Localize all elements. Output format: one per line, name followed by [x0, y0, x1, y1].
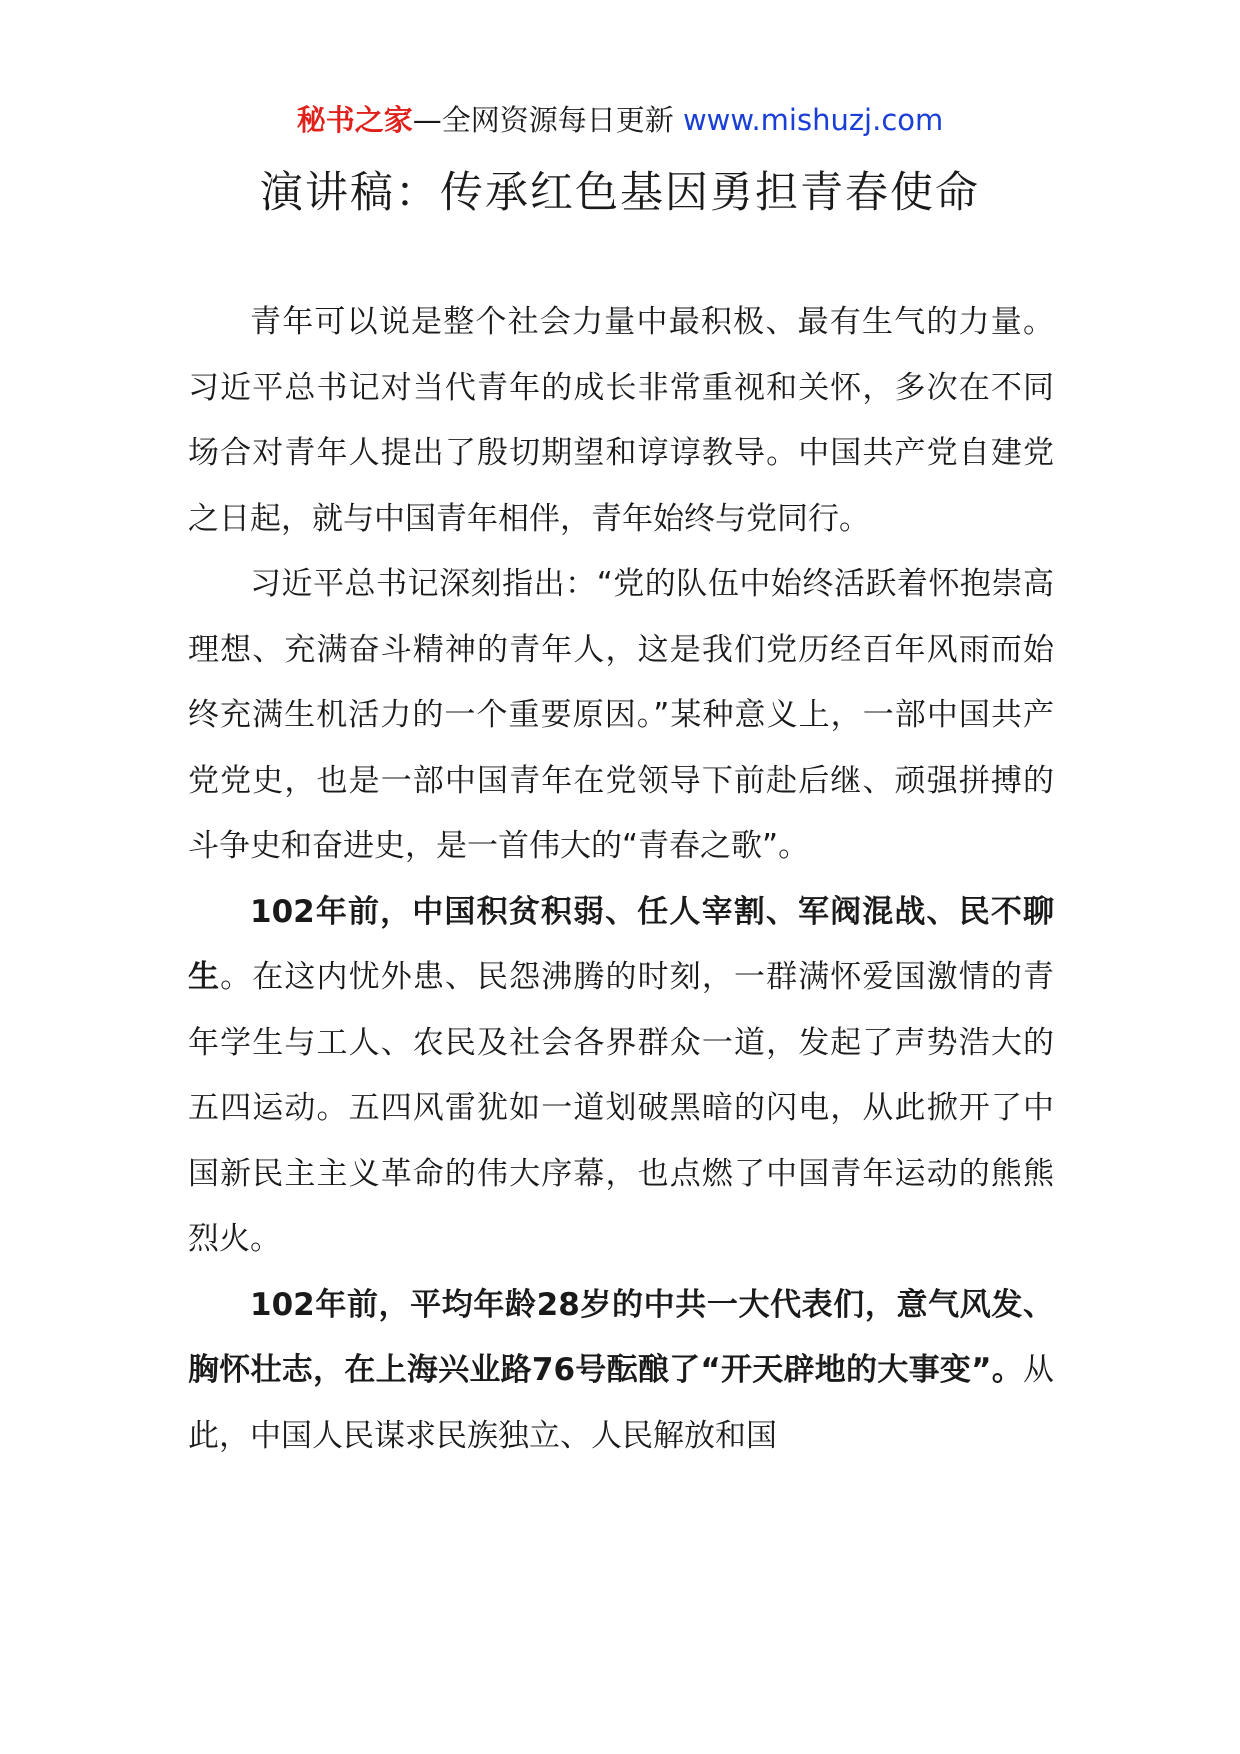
paragraph-3-text: 。在这内忧外患、民怨沸腾的时刻，一群满怀爱国激情的青年学生与工人、农民及社会各界群众一道，发起了声势浩大的五四运动。五四风雷犹如一道划破黑暗的闪电，从此掀开了中国新民主主义革命的伟大序幕，也点燃了中国青年运动的熊熊烈火。 [188, 959, 1055, 1257]
paragraph-4-text: 从此，中国人民谋求民族独立、人民解放和国 [188, 1352, 1054, 1454]
site-url-link[interactable]: www.mishuzj.com [682, 103, 944, 137]
paragraph-3-bold-lead: 102年前，中国积贫积弱、任人宰割、军阀混战、民不聊生 [188, 893, 1054, 995]
paragraph-3 [188, 880, 1054, 1273]
document-body [188, 290, 1054, 1469]
site-header [0, 100, 1240, 140]
paragraph-2 [188, 552, 1054, 880]
paragraph-4-bold-lead: 102年前，平均年龄28岁的中共一大代表们，意气风发、胸怀壮志，在上海兴业路76号酝酿了“开天辟地的大事变”。 [188, 1286, 1054, 1388]
paragraph-1 [188, 290, 1054, 552]
paragraph-4 [188, 1273, 1054, 1470]
document-title: 演讲稿：传承红色基因勇担青春使命 [260, 168, 980, 218]
site-brand: 秘书之家 [296, 103, 413, 137]
paragraph-2-text: 习近平总书记深刻指出：“党的队伍中始终活跃着怀抱崇高理想、充满奋斗精神的青年人，这是我们党历经百年风雨而始终充满生机活力的一个重要原因。”某种意义上，一部中国共产党党史，也是一部中国青年在党领导下前赴后继、顽强拼搏的斗争史和奋进史，是一首伟大的“青春之歌”。 [188, 566, 1054, 864]
site-tagline: —全网资源每日更新 [412, 103, 683, 137]
paragraph-1-text: 青年可以说是整个社会力量中最积极、最有生气的力量。习近平总书记对当代青年的成长非常重视和关怀，多次在不同场合对青年人提出了殷切期望和谆谆教导。中国共产党自建党之日起，就与中国青年相伴，青年始终与党同行。 [188, 304, 1054, 537]
